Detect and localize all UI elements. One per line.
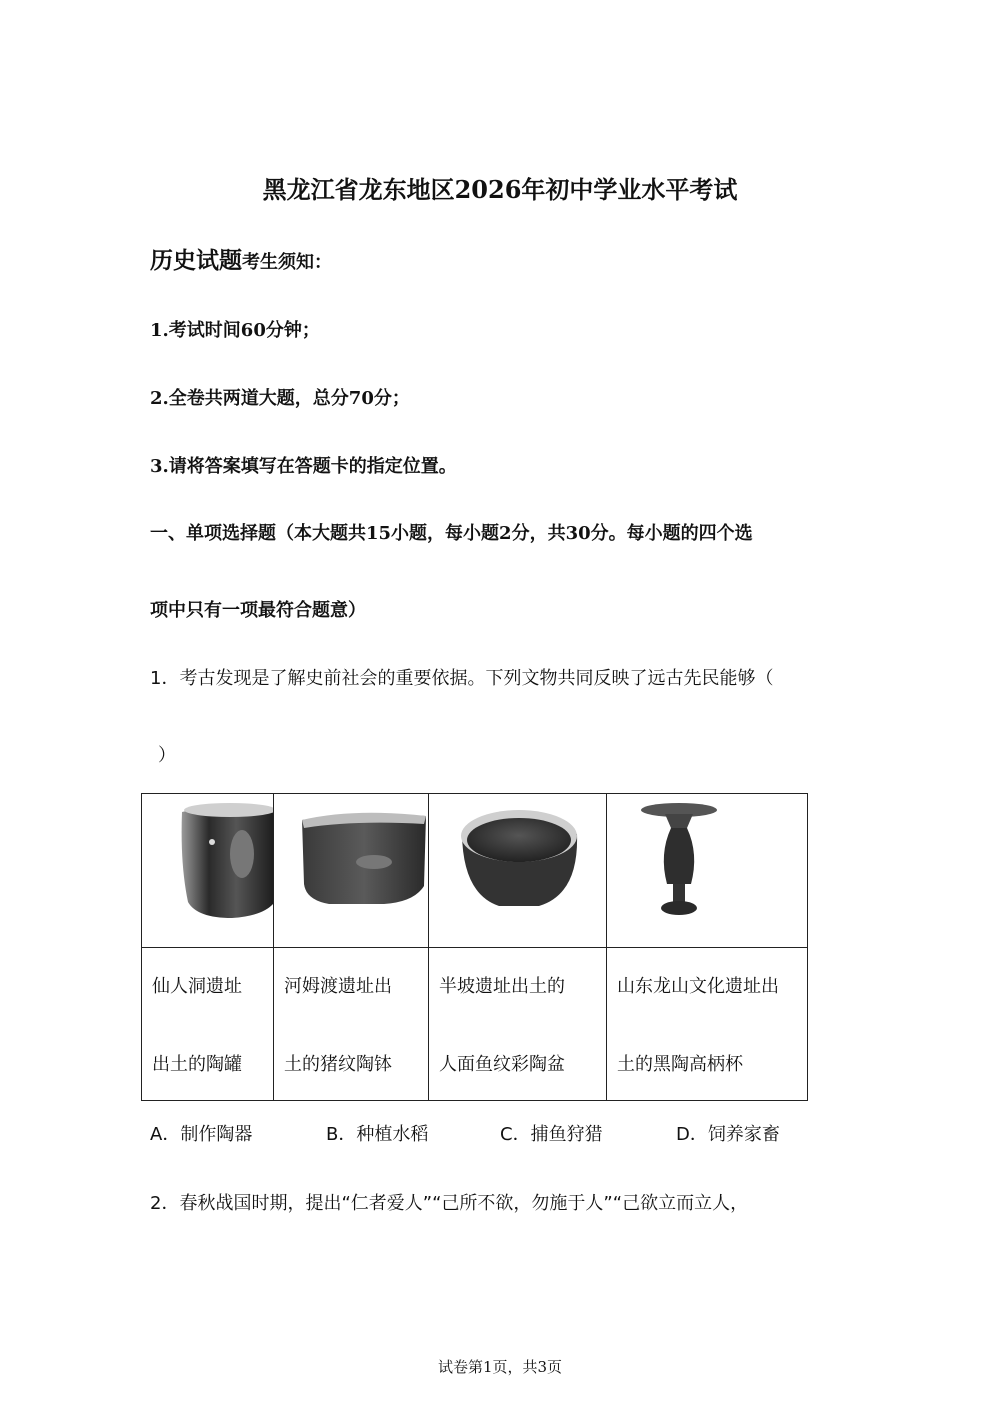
notice-item: 3.请将答案填写在答题卡的指定位置。 bbox=[150, 456, 457, 477]
question-1-stem: 1．考古发现是了解史前社会的重要依据。下列文物共同反映了远古先民能够（ bbox=[150, 668, 774, 689]
notice-item: 2.全卷共两道大题，总分70分； bbox=[150, 388, 410, 409]
option-d[interactable]: D．饲养家畜 bbox=[676, 1124, 780, 1145]
page-title: 黑龙江省龙东地区2026年初中学业水平考试 bbox=[262, 175, 738, 204]
subject-title: 历史试题 bbox=[150, 247, 242, 274]
caption-line: 出土的陶罐 bbox=[152, 1054, 242, 1075]
caption-line: 仙人洞遗址 bbox=[152, 976, 242, 997]
option-a[interactable]: A．制作陶器 bbox=[150, 1124, 253, 1145]
option-b[interactable]: B．种植水稻 bbox=[326, 1124, 429, 1145]
artifact-caption bbox=[274, 948, 428, 1100]
question-2-stem: 2．春秋战国时期，提出“仁者爱人”“己所不欲，勿施于人”“己欲立而立人， bbox=[150, 1193, 749, 1214]
caption-line: 山东龙山文化遗址出 bbox=[617, 976, 779, 997]
pottery-jar-image bbox=[142, 794, 273, 947]
artifact-caption bbox=[607, 948, 807, 1100]
caption-line: 河姆渡遗址出 bbox=[284, 976, 392, 997]
notice-item: 1.考试时间60分钟； bbox=[150, 320, 320, 341]
subject-heading bbox=[150, 242, 332, 275]
artifact-caption bbox=[429, 948, 606, 1100]
section-heading: 一、单项选择题（本大题共15小题，每小题2分，共30分。每小题的四个选 bbox=[150, 523, 753, 544]
artifact-table bbox=[141, 793, 808, 1101]
notice-label: 考生须知： bbox=[242, 252, 332, 273]
section-heading-cont: 项中只有一项最符合题意） bbox=[150, 600, 366, 621]
question-1-stem-cont: ） bbox=[158, 745, 176, 766]
caption-line: 人面鱼纹彩陶盆 bbox=[439, 1054, 565, 1075]
artifact-caption bbox=[142, 948, 273, 1100]
pig-pattern-bowl-image bbox=[274, 794, 428, 947]
page-footer: 试卷第1页，共3页 bbox=[437, 1358, 563, 1376]
caption-line: 土的黑陶高柄杯 bbox=[617, 1054, 743, 1075]
option-c[interactable]: C．捕鱼狩猎 bbox=[500, 1124, 603, 1145]
stem-cup-image bbox=[607, 794, 807, 947]
caption-line: 半坡遗址出土的 bbox=[439, 976, 565, 997]
painted-basin-image bbox=[429, 794, 606, 947]
caption-line: 土的猪纹陶钵 bbox=[284, 1054, 392, 1075]
